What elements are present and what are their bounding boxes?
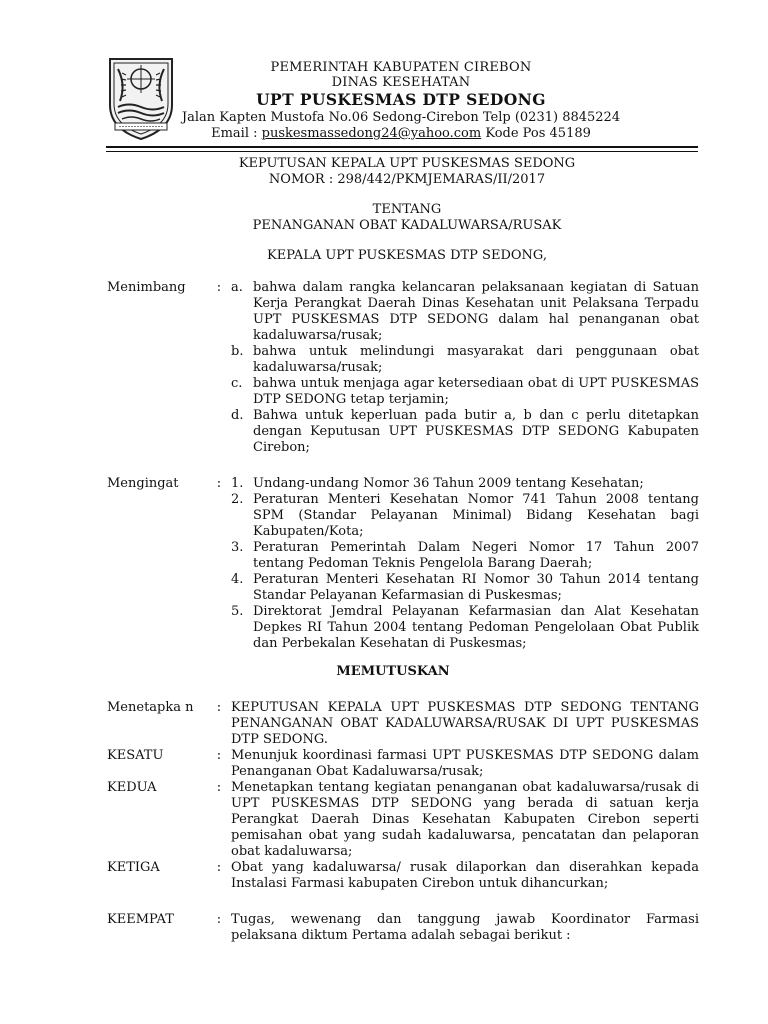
email-label: Email : xyxy=(211,126,262,141)
list-marker: 4. xyxy=(231,572,244,587)
section-colon: : xyxy=(216,280,222,295)
institution-name: UPT PUSKESMAS DTP SEDONG xyxy=(256,90,546,109)
list-text: Undang-undang Nomor 36 Tahun 2009 tentang Kesehatan; xyxy=(253,476,644,491)
list-item xyxy=(231,604,699,652)
section-colon: : xyxy=(216,476,222,491)
list-text: Peraturan Pemerintah Dalam Negeri Nomor 17 Tahun 2007 tentang Pedoman Teknis Pengelola Barang Daerah; xyxy=(253,540,699,571)
diktum-label: KEDUA xyxy=(107,780,157,795)
government-name: PEMERINTAH KABUPATEN CIREBON xyxy=(270,60,532,75)
considerations-list xyxy=(231,280,699,456)
diktum-colon: : xyxy=(216,912,222,927)
mengingat-section xyxy=(107,476,699,652)
decree-subject: PENANGANAN OBAT KADALUWARSA/RUSAK xyxy=(252,218,562,233)
diktum-colon: : xyxy=(216,860,222,875)
list-item xyxy=(231,572,699,604)
decree-number: NOMOR : 298/442/PKMJEMARAS/II/2017 xyxy=(268,172,546,187)
section-label: Mengingat xyxy=(107,476,179,491)
diktum-label: Menetapka n xyxy=(107,700,194,715)
list-text: Direktorat Jemdral Pelayanan Kefarmasian dan Alat Kesehatan Depkes RI Tahun 2004 tentang Pedoman Pengelolaan Obat Publik dan Perbekalan Kesehatan di Puskesmas; xyxy=(253,604,699,651)
diktum-text: Menetapkan tentang kegiatan penanganan obat kadaluwarsa/rusak di UPT PUSKESMAS DTP SEDONG yang berada di satuan kerja Perangkat Daerah Dinas Kesehatan Kabupaten Cirebon seperti pemisahan obat yang sudah kadaluwarsa, pencatatan dan pelaporan obat kadaluwarsa; xyxy=(231,780,699,859)
cirebon-regency-logo xyxy=(106,55,176,141)
about-label: TENTANG xyxy=(372,202,442,217)
diktum-text: Tugas, wewenang dan tanggung jawab Koordinator Farmasi pelaksana diktum Pertama adalah sebagai berikut : xyxy=(231,912,699,943)
diktum-kedua xyxy=(107,780,699,860)
diktum-label: KETIGA xyxy=(107,860,160,875)
list-item xyxy=(231,408,699,456)
list-text: bahwa dalam rangka kelancaran pelaksanaan kegiatan di Satuan Kerja Perangkat Daerah Dinas Kesehatan unit Pelaksana Terpadu UPT PUSKESMAS DTP SEDONG dalam hal penanganan obat kadaluwarsa/rusak; xyxy=(253,280,699,343)
diktum-label: KEEMPAT xyxy=(107,912,174,927)
postal-code: Kode Pos 45189 xyxy=(481,126,591,141)
list-text: bahwa untuk menjaga agar ketersediaan obat di UPT PUSKESMAS DTP SEDONG tetap terjamin; xyxy=(253,376,699,407)
list-item xyxy=(231,476,699,492)
list-text: Bahwa untuk keperluan pada butir a, b dan c perlu ditetapkan dengan Keputusan UPT PUSKESMAS DTP SEDONG Kabupaten Cirebon; xyxy=(253,408,699,455)
decree-titles xyxy=(107,156,707,264)
diktum-ketiga xyxy=(107,860,699,892)
diktum-text: Obat yang kadaluwarsa/ rusak dilaporkan dan diserahkan kepada Instalasi Farmasi kabupaten Cirebon untuk dihancurkan; xyxy=(231,860,699,891)
letterhead-rule-thin xyxy=(106,151,698,152)
memutuskan-heading: MEMUTUSKAN xyxy=(336,664,450,679)
diktum-kesatu xyxy=(107,748,699,780)
diktum-menetapkan xyxy=(107,700,699,748)
list-text: Peraturan Menteri Kesehatan Nomor 741 Tahun 2008 tentang SPM (Standar Pelayanan Minimal) Bidang Kesehatan bagi Kabupaten/Kota; xyxy=(253,492,699,539)
department-name: DINAS KESEHATAN xyxy=(331,75,471,90)
contact-line xyxy=(180,126,622,142)
list-text: Peraturan Menteri Kesehatan RI Nomor 30 Tahun 2014 tentang Standar Pelayanan Kefarmasian di Puskesmas; xyxy=(253,572,699,603)
section-label: Menimbang xyxy=(107,280,186,295)
letterhead xyxy=(180,60,622,142)
diktum-text: Menunjuk koordinasi farmasi UPT PUSKESMAS DTP SEDONG dalam Penanganan Obat Kadaluwarsa/rusak; xyxy=(231,748,699,779)
list-item xyxy=(231,344,699,376)
list-marker: a. xyxy=(231,280,243,295)
legal-basis-list xyxy=(231,476,699,652)
diktum-text: KEPUTUSAN KEPALA UPT PUSKESMAS DTP SEDONG TENTANG PENANGANAN OBAT KADALUWARSA/RUSAK DI UPT PUSKESMAS DTP SEDONG. xyxy=(231,700,699,747)
list-item xyxy=(231,540,699,572)
list-marker: d. xyxy=(231,408,244,423)
list-marker: c. xyxy=(231,376,243,391)
diktum-colon: : xyxy=(216,700,222,715)
email-link[interactable]: puskesmassedong24@yahoo.com xyxy=(261,126,482,141)
list-item xyxy=(231,492,699,540)
menimbang-section xyxy=(107,280,699,456)
list-marker: b. xyxy=(231,344,244,359)
list-marker: 5. xyxy=(231,604,244,619)
address-line: Jalan Kapten Mustofa No.06 Sedong-Cirebon Telp (0231) 8845224 xyxy=(181,110,621,125)
list-item xyxy=(231,376,699,408)
decree-issuer: KEPALA UPT PUSKESMAS DTP SEDONG, xyxy=(267,248,547,263)
decree-body xyxy=(107,280,699,944)
decree-title: KEPUTUSAN KEPALA UPT PUSKESMAS SEDONG xyxy=(238,156,576,171)
list-marker: 3. xyxy=(231,540,244,555)
diktum-colon: : xyxy=(216,748,222,763)
list-item xyxy=(231,280,699,344)
list-text: bahwa untuk melindungi masyarakat dari penggunaan obat kadaluwarsa/rusak; xyxy=(253,344,699,375)
diktum-colon: : xyxy=(216,780,222,795)
diktum-label: KESATU xyxy=(107,748,164,763)
list-marker: 2. xyxy=(231,492,244,507)
letterhead-rule-thick xyxy=(106,146,698,148)
list-marker: 1. xyxy=(231,476,244,491)
diktum-keempat xyxy=(107,912,699,944)
